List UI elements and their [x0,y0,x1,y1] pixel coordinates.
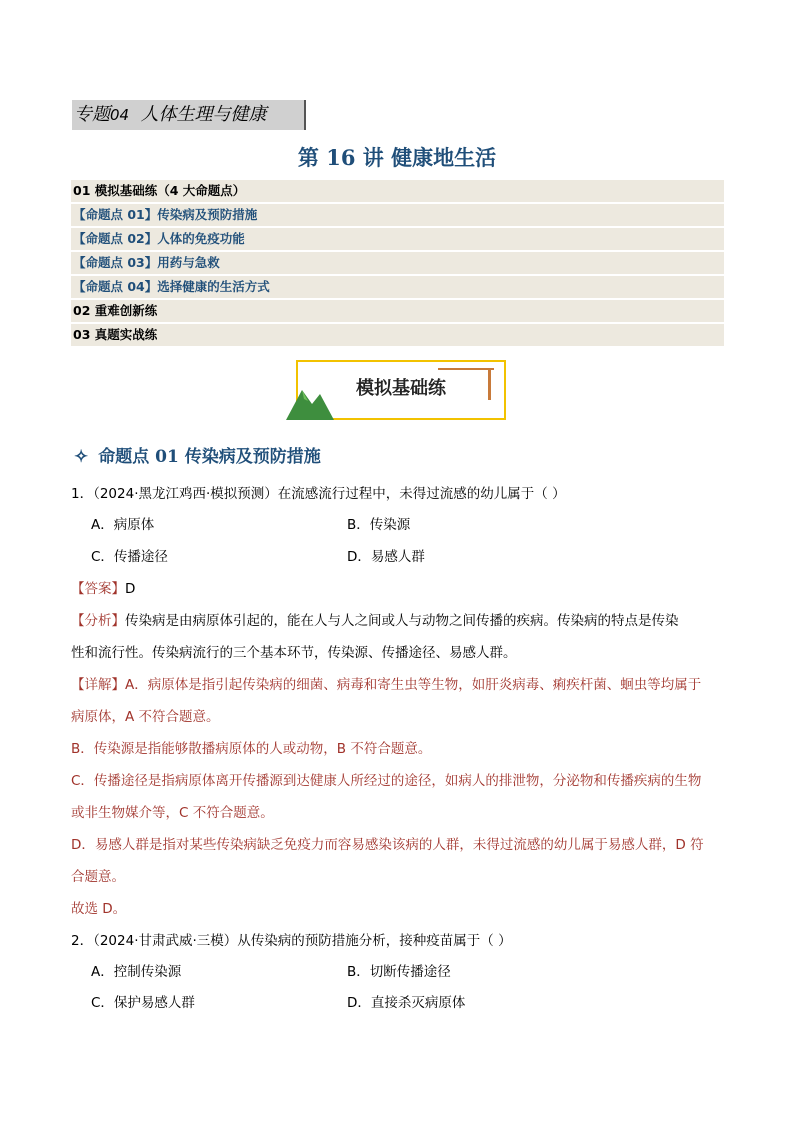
q1-detail-line: B．传染源是指能够散播病原体的人或动物，B 不符合题意。 [71,741,432,757]
diamond-icon: ✧ [74,447,89,467]
answer-value: D [125,581,136,597]
q1-analysis-line [71,609,679,629]
section-banner [296,360,504,418]
q1-detail-line: 或非生物媒介等，C 不符合题意。 [71,805,274,821]
q1-analysis-line: 性和流行性。传染病流行的三个基本环节，传染源、传播途径、易感人群。 [71,645,517,661]
q1-option-b[interactable]: B．传染源 [347,517,411,533]
topic-name: 人体生理与健康 [140,104,267,125]
q2-option-a[interactable]: A．控制传染源 [91,964,182,980]
topic-number: 04 [110,106,130,124]
detail-label: 【详解】 [71,677,125,693]
section-title: 命题点 01 传染病及预防措施 [98,447,321,467]
lesson-title: 第 16 讲 健康地生活 [297,145,497,170]
topic-prefix: 专题 [74,104,110,125]
section-heading [74,442,321,467]
question-1-stem: 1．（2024·黑龙江鸡西·模拟预测）在流感流行过程中，未得过流感的幼儿属于（ ） [71,486,566,502]
q1-detail-line: D．易感人群是指对某些传染病缺乏免疫力而容易感染该病的人群，未得过流感的幼儿属于易感人群，D 符 [71,837,704,853]
q1-detail-line [71,673,701,693]
q1-option-d[interactable]: D．易感人群 [347,549,425,565]
toc-item[interactable]: 【命题点 04】选择健康的生活方式 [71,276,724,298]
question-2-stem: 2．（2024·甘肃武威·三模）从传染病的预防措施分析，接种疫苗属于（ ） [71,933,512,949]
toc-item[interactable]: 【命题点 03】用药与急救 [71,252,724,274]
q1-detail-line: 病原体，A 不符合题意。 [71,709,220,725]
toc-item[interactable]: 【命题点 01】传染病及预防措施 [71,204,724,226]
analysis-text: 传染病是由病原体引起的，能在人与人之间或人与动物之间传播的疾病。传染病的特点是传染 [125,613,679,629]
q1-detail-line: C．传播途径是指病原体离开传播源到达健康人所经过的途径，如病人的排泄物，分泌物和传播疾病的生物 [71,773,702,789]
topic-tag [72,100,306,130]
toc-item[interactable]: 02 重难创新练 [71,300,724,322]
toc-item[interactable]: 03 真题实战练 [71,324,724,346]
q1-answer [71,577,135,597]
q1-detail-line: 合题意。 [71,869,125,885]
answer-label: 【答案】 [71,581,125,597]
analysis-label: 【分析】 [71,613,125,629]
q2-option-b[interactable]: B．切断传播途径 [347,964,451,980]
q1-option-a[interactable]: A．病原体 [91,517,155,533]
banner-label: 模拟基础练 [356,378,446,399]
detail-text: A．病原体是指引起传染病的细菌、病毒和寄生虫等生物，如肝炎病毒、痢疾杆菌、蛔虫等均属于 [125,677,702,693]
toc-item[interactable]: 【命题点 02】人体的免疫功能 [71,228,724,250]
toc-item[interactable]: 01 模拟基础练（4 大命题点） [71,180,724,202]
q1-option-c[interactable]: C．传播途径 [91,549,168,565]
table-of-contents [71,180,724,348]
q2-option-c[interactable]: C．保护易感人群 [91,995,195,1011]
q2-option-d[interactable]: D．直接杀灭病原体 [347,995,466,1011]
q1-conclusion: 故选 D。 [71,901,127,917]
